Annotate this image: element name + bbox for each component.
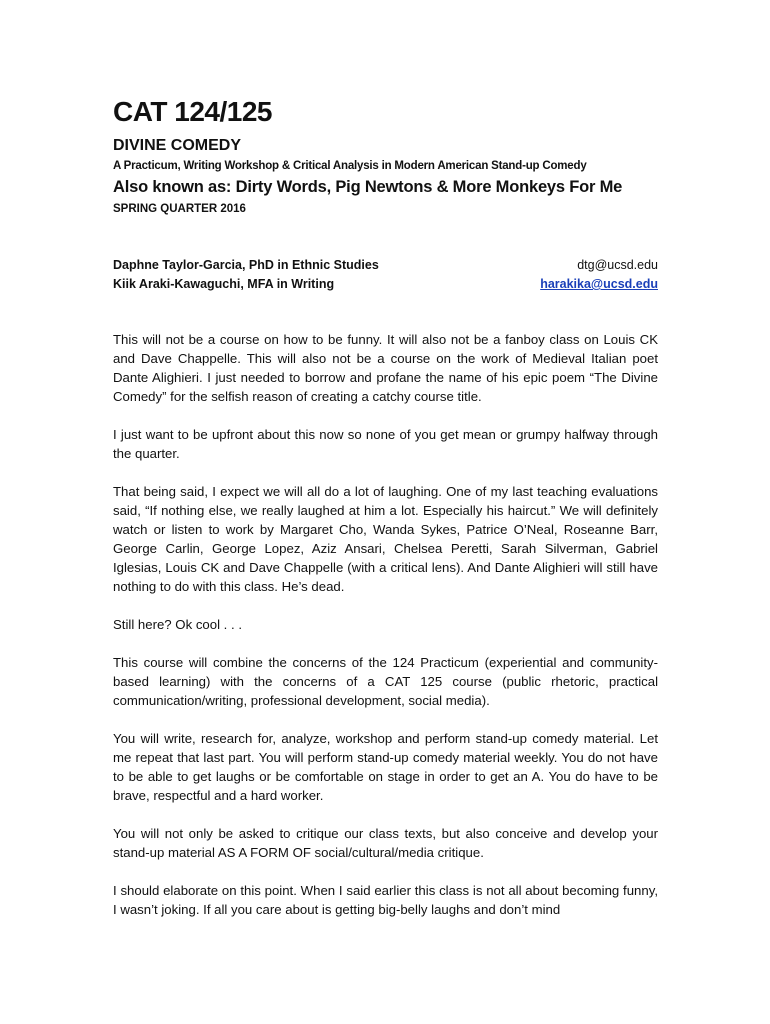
paragraph: That being said, I expect we will all do a lot of laughing. One of my last teaching evaluations said, “If nothing else, we really laughed at him a lot. Especially his haircut.” We will definitely watch or listen to work by Margaret Cho, Wanda Sykes, Patrice O’Neal, Roseanne Barr, George Carlin, George Lopez, Aziz Ansari, Chelsea Peretti, Sarah Silverman, Gabriel Iglesias, Louis CK and Dave Chappelle (with a critical lens). And Dante Alighieri will still have nothing to do with this class. He’s dead. — [113, 484, 658, 594]
course-title: DIVINE COMEDY — [113, 137, 242, 154]
instructor-email-link[interactable]: harakika@ucsd.edu — [540, 277, 658, 291]
paragraph: Still here? Ok cool . . . — [113, 617, 242, 632]
instructor-name: Kiik Araki-Kawaguchi, MFA in Writing — [113, 277, 335, 291]
paragraph: I should elaborate on this point. When I said earlier this class is not all about becoming funny, I wasn’t joking. If all you care about is getting big-belly laughs and don’t mind — [113, 883, 658, 917]
term: SPRING QUARTER 2016 — [113, 203, 246, 215]
instructor-email: dtg@ucsd.edu — [577, 258, 658, 272]
paragraph: You will write, research for, analyze, workshop and perform stand-up comedy material. Let me repeat that last part. You will perform stand-up comedy material weekly. You do not have to be able to get laughs or be comfortable on stage in order to get an A. You do have to be brave, respectful and a hard worker. — [113, 731, 658, 803]
instructor-row — [113, 258, 658, 276]
paragraph: This course will combine the concerns of the 124 Practicum (experiential and community-based learning) with the concerns of a CAT 125 course (public rhetoric, practical communication/writing, professional development, social media). — [113, 655, 658, 708]
instructor-name: Daphne Taylor-Garcia, PhD in Ethnic Studies — [113, 258, 379, 272]
syllabus-body — [113, 330, 658, 938]
paragraph: This will not be a course on how to be funny. It will also not be a fanboy class on Louis CK and Dave Chappelle. This will also not be a course on the work of Medieval Italian poet Dante Alighieri. I just needed to borrow and profane the name of his epic poem “The Divine Comedy” for the selfish reason of creating a catchy course title. — [113, 332, 658, 404]
paragraph: I just want to be upfront about this now so none of you get mean or grumpy halfway through the quarter. — [113, 427, 658, 461]
paragraph: You will not only be asked to critique our class texts, but also conceive and develop your stand-up material AS A FORM OF social/cultural/media critique. — [113, 826, 658, 860]
course-alias: Also known as: Dirty Words, Pig Newtons & More Monkeys For Me — [113, 178, 623, 196]
course-subtitle: A Practicum, Writing Workshop & Critical Analysis in Modern American Stand-up Comedy — [113, 160, 587, 172]
instructor-row — [113, 277, 658, 295]
course-code: CAT 124/125 — [113, 96, 272, 127]
